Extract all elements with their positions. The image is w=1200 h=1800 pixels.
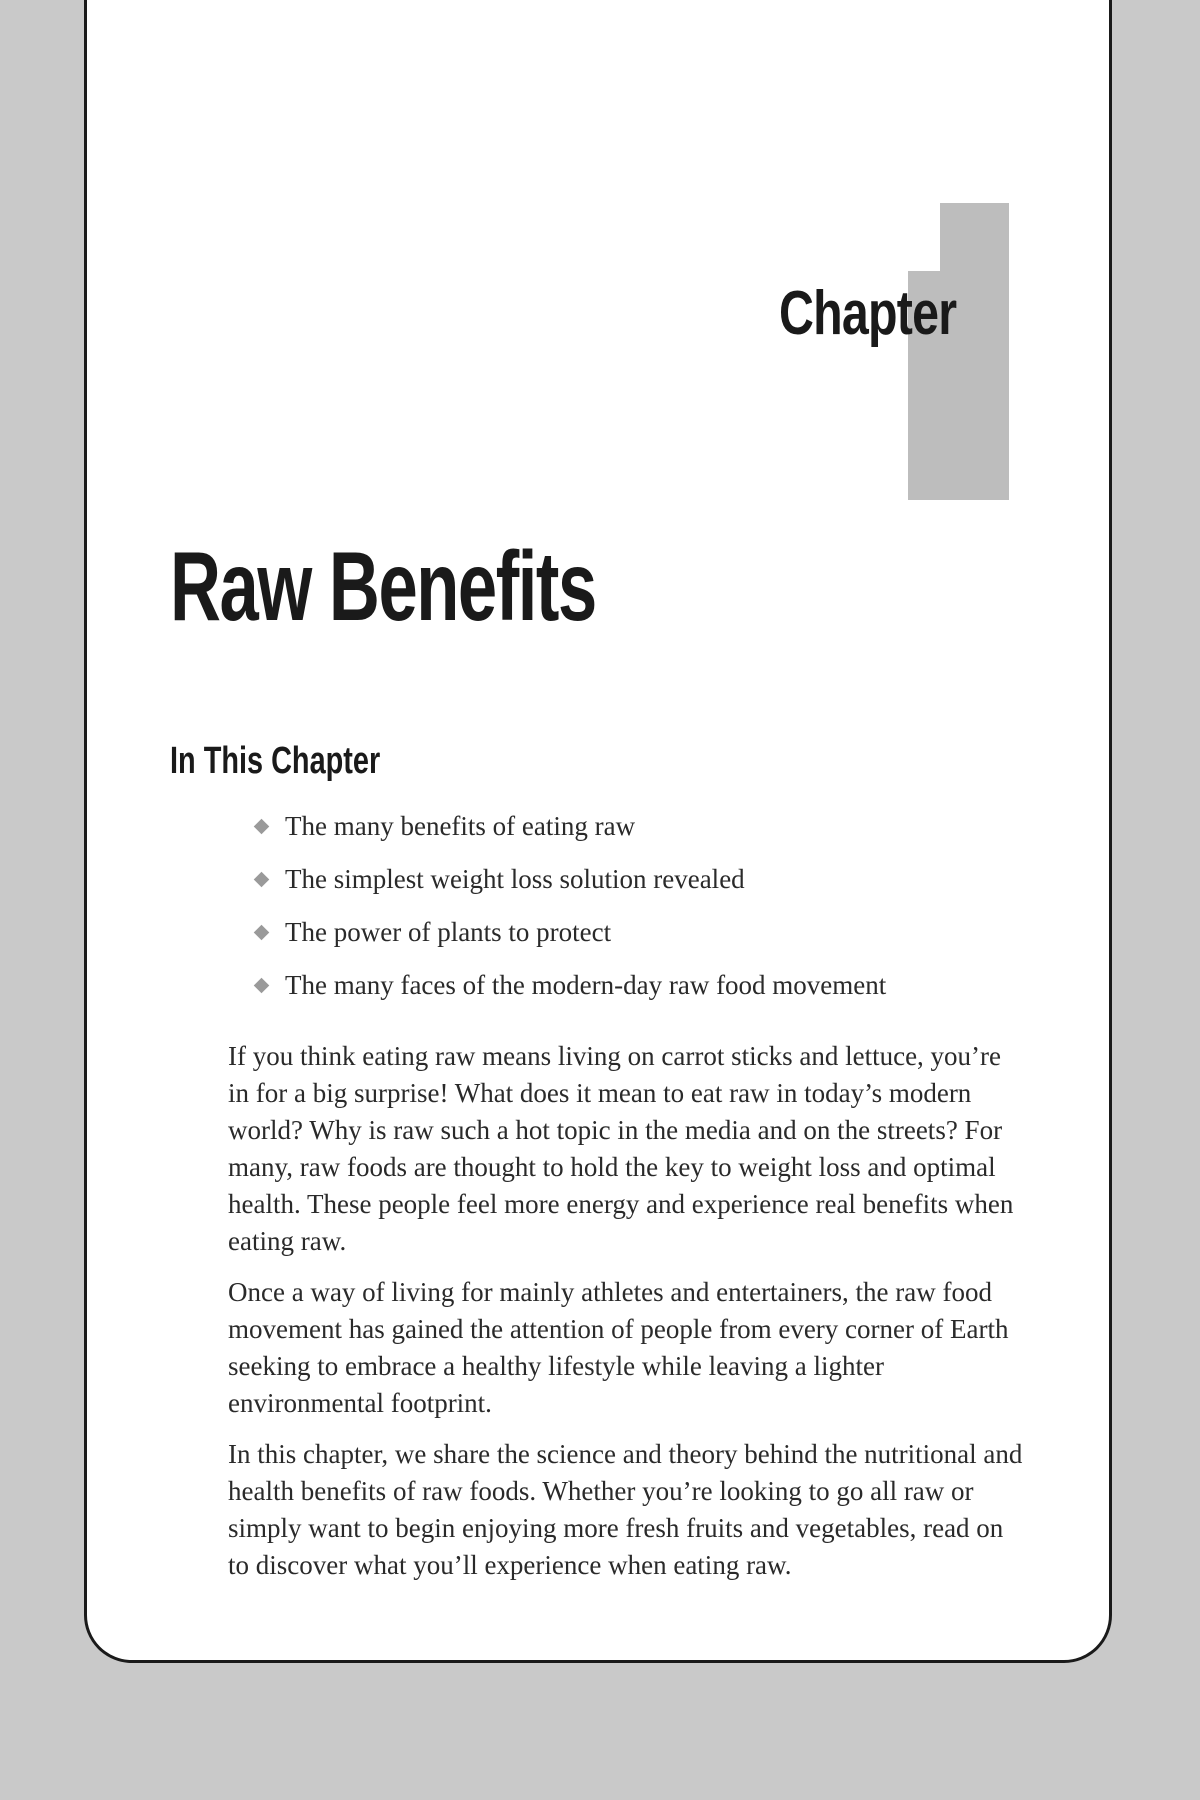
paragraph: Once a way of living for mainly athletes and entertainers, the raw food movement has gained the attention of people from every corner of Earth seeking to embrace a healthy lifestyle while leaving a lighter environmental footprint. bbox=[228, 1277, 1009, 1418]
diamond-bullet-icon bbox=[254, 819, 270, 835]
in-this-chapter-list bbox=[252, 800, 886, 1012]
list-item bbox=[252, 853, 886, 906]
diamond-bullet-icon bbox=[254, 978, 270, 994]
paragraph: If you think eating raw means living on carrot sticks and lettuce, you’re in for a big surprise! What does it mean to eat raw in today’s modern world? Why is raw such a hot topic in the media and on the streets? For many, raw foods are thought to hold the key to weight loss and optimal health. These people feel more energy and experience real benefits when eating raw. bbox=[228, 1041, 1014, 1256]
list-item-text: The power of plants to protect bbox=[285, 917, 612, 947]
chapter-number-notch bbox=[908, 203, 940, 271]
diamond-bullet-icon bbox=[254, 872, 270, 888]
paragraph: In this chapter, we share the science and theory behind the nutritional and health benefits of raw foods. Whether you’re looking to go all raw or simply want to begin enjoying more fresh fruits and vegetables, read on to discover what you’ll experience when eating raw. bbox=[228, 1439, 1023, 1580]
in-this-chapter-heading: In This Chapter bbox=[170, 740, 381, 782]
list-item-text: The many benefits of eating raw bbox=[285, 811, 636, 841]
body-text bbox=[228, 1038, 1028, 1598]
list-item bbox=[252, 959, 886, 1012]
list-item-text: The simplest weight loss solution revealed bbox=[285, 864, 745, 894]
diamond-bullet-icon bbox=[254, 925, 270, 941]
list-item-text: The many faces of the modern-day raw food movement bbox=[285, 970, 887, 1000]
list-item bbox=[252, 800, 886, 853]
chapter-title: Raw Benefits bbox=[170, 531, 596, 641]
list-item bbox=[252, 906, 886, 959]
chapter-label: Chapter bbox=[778, 279, 956, 348]
